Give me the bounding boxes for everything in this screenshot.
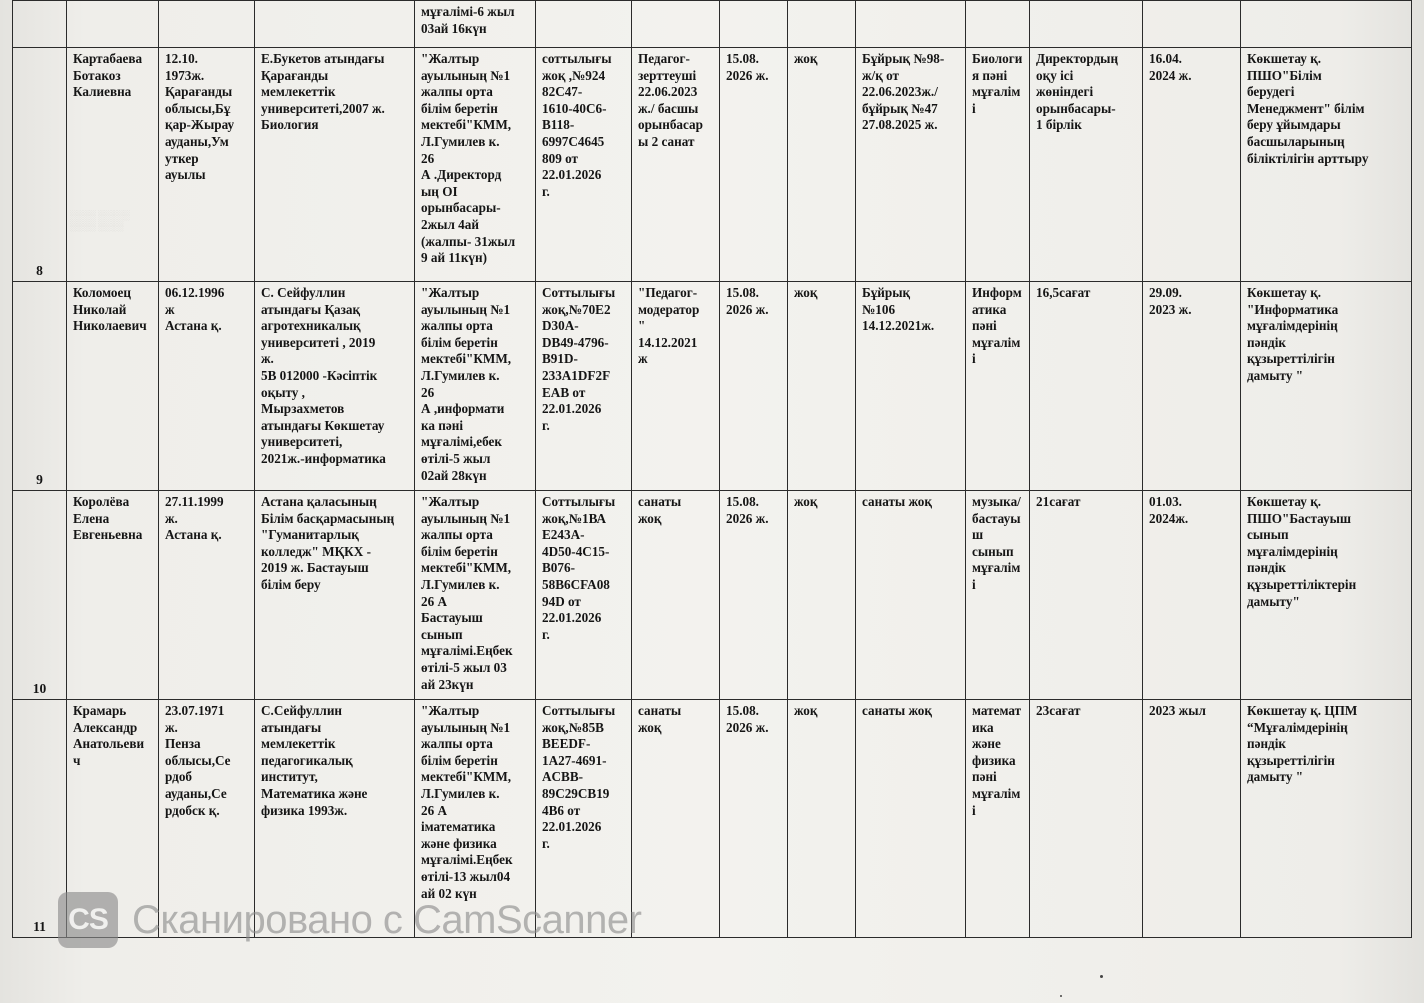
cell-course-date: 01.03. 2024ж.	[1143, 491, 1241, 700]
cell-workplace: мұғалімі-6 жыл 03ай 16күн	[415, 1, 536, 48]
cell-course: Көкшетау қ. ЦПМ “Мұғалімдерінің пәндік құзыреттілігін дамыту "	[1241, 700, 1412, 938]
table-row-continuation	[13, 1, 1412, 48]
cell-birth: 12.10. 1973ж. Қарағанды облысы,Бұ қар-Жырау ауданы,Ум уткер ауылы	[159, 48, 255, 282]
cell-name: Картабаева Ботакоз Калиевна	[67, 48, 159, 282]
table-row	[13, 491, 1412, 700]
cell-load: 23сағат	[1030, 700, 1143, 938]
cell-order: санаты жоқ	[856, 700, 966, 938]
camscanner-logo-icon: CS	[58, 892, 118, 948]
cell-course-date: 29.09. 2023 ж.	[1143, 282, 1241, 491]
cell-record	[536, 1, 632, 48]
cell-load: 16,5сағат	[1030, 282, 1143, 491]
cell-education: С.Сейфуллин атындағы мемлекеттік педагогикалық институт, Математика және физика 1993ж.	[255, 700, 415, 938]
cell-num: 8	[13, 48, 67, 282]
cell-num	[13, 1, 67, 48]
cell-load: 21сағат	[1030, 491, 1143, 700]
cell-course: Көкшетау қ. ПШО"Білім берудегі Менеджмент" білім беру ұйымдары басшыларының біліктілігін арттыру	[1241, 48, 1412, 282]
cell-subject: математ ика және физика пәні мұғалім і	[966, 700, 1030, 938]
cell-course: Көкшетау қ. "Информатика мұғалімдерінің пәндік құзыреттілігін дамыту "	[1241, 282, 1412, 491]
cell-education: С. Сейфуллин атындағы Қазақ агротехникалық университеті , 2019 ж. 5В 012000 -Кәсіптік оқыту , Мырзахметов атындағы Көкшетау университеті, 2021ж.-информатика	[255, 282, 415, 491]
table-row	[13, 48, 1412, 282]
cell-course-date: 16.04. 2024 ж.	[1143, 48, 1241, 282]
cell-course-date: 2023 жыл	[1143, 700, 1241, 938]
cell-order: Бұйрық №98- ж/қ от 22.06.2023ж./ бұйрық №47 27.08.2025 ж.	[856, 48, 966, 282]
cell-course-date	[1143, 1, 1241, 48]
cell-num: 9	[13, 282, 67, 491]
cell-record: Соттылығы жоқ,№85В BEEDF- 1A27-4691- ACBB- 89C29CB19 4B6 от 22.01.2026 г.	[536, 700, 632, 938]
scan-speck	[1060, 995, 1062, 997]
cell-num: 11	[13, 700, 67, 938]
cell-birth: 23.07.1971 ж. Пенза облысы,Се рдоб ауданы,Се рдобск қ.	[159, 700, 255, 938]
cell-load	[1030, 1, 1143, 48]
watermark-text: Сканировано с CamScanner	[132, 897, 642, 942]
cell-date: 15.08. 2026 ж.	[720, 700, 788, 938]
cell-col9: жоқ	[788, 700, 856, 938]
cell-workplace: "Жалтыр ауылының №1 жалпы орта білім беретін мектебі"КММ, Л.Гумилев к. 26 А .Директорд ың ОІ орынбасары- 2жыл 4ай (жалпы- 31жыл 9 ай 11күн)	[415, 48, 536, 282]
cell-subject	[966, 1, 1030, 48]
cell-col9: жоқ	[788, 282, 856, 491]
cell-name: Королёва Елена Евгеньевна	[67, 491, 159, 700]
cell-subject: Информ атика пәні мұғалім і	[966, 282, 1030, 491]
cell-workplace: "Жалтыр ауылының №1 жалпы орта білім беретін мектебі"КММ, Л.Гумилев к. 26 А Бастауыш сынып мұғалімі.Еңбек өтілі-5 жыл 03 ай 23күн	[415, 491, 536, 700]
cell-col9	[788, 1, 856, 48]
cell-birth	[159, 1, 255, 48]
cell-birth: 27.11.1999 ж. Астана қ.	[159, 491, 255, 700]
cell-col9: жоқ	[788, 491, 856, 700]
cell-category: Педагог- зерттеуші 22.06.2023 ж./ басшы орынбасар ы 2 санат	[632, 48, 720, 282]
cell-date: 15.08. 2026 ж.	[720, 282, 788, 491]
cell-load: Директордың оқу ісі жөніндегі орынбасары- 1 бірлік	[1030, 48, 1143, 282]
cell-workplace: "Жалтыр ауылының №1 жалпы орта білім беретін мектебі"КММ, Л.Гумилев к. 26 А iматематика және физика мұғалімі.Еңбек өтілі-13 жыл04 ай 02 күн	[415, 700, 536, 938]
cell-order: Бұйрық №106 14.12.2021ж.	[856, 282, 966, 491]
table-row	[13, 282, 1412, 491]
cell-category: "Педагог- модератор " 14.12.2021 ж	[632, 282, 720, 491]
cell-num: 10	[13, 491, 67, 700]
cell-date: 15.08. 2026 ж.	[720, 48, 788, 282]
cell-education: Астана қаласының Білім басқармасының "Гуманитарлық колледж" МҚКХ - 2019 ж. Бастауыш білім беру	[255, 491, 415, 700]
cell-order: санаты жоқ	[856, 491, 966, 700]
cell-date: 15.08. 2026 ж.	[720, 491, 788, 700]
cell-col9: жоқ	[788, 48, 856, 282]
cell-order	[856, 1, 966, 48]
cell-date	[720, 1, 788, 48]
bleed-through-text: ░░░░ ░░░░░ ░░░░ ░░░░	[70, 210, 130, 231]
cell-subject: Биологи я пәні мұғалім і	[966, 48, 1030, 282]
cell-education: Е.Букетов атындағы Қарағанды мемлекеттік университеті,2007 ж. Биология	[255, 48, 415, 282]
cell-birth: 06.12.1996 ж Астана қ.	[159, 282, 255, 491]
cell-course	[1241, 1, 1412, 48]
cell-name	[67, 1, 159, 48]
cell-record: Соттылығы жоқ,№1ВА E243A- 4D50-4C15- B076- 58B6CFA08 94D от 22.01.2026 г.	[536, 491, 632, 700]
cell-category: санаты жоқ	[632, 700, 720, 938]
cell-name: Крамарь Александр Анатольеви ч	[67, 700, 159, 938]
cell-workplace: "Жалтыр ауылының №1 жалпы орта білім беретін мектебі"КММ, Л.Гумилев к. 26 А ,информати ка пәні мұғалімі,ебек өтілі-5 жыл 02ай 28күн	[415, 282, 536, 491]
camscanner-watermark	[58, 890, 641, 950]
cell-name: Коломоец Николай Николаевич	[67, 282, 159, 491]
cell-course: Көкшетау қ. ПШО"Бастауыш сынып мұғалімдерінің пәндік құзыреттіліктерін дамыту"	[1241, 491, 1412, 700]
staff-table	[12, 0, 1412, 938]
cell-education	[255, 1, 415, 48]
cell-category	[632, 1, 720, 48]
cell-subject: музыка/ бастауы ш сынып мұғалім і	[966, 491, 1030, 700]
cell-category: санаты жоқ	[632, 491, 720, 700]
cell-record: соттылығы жоқ ,№924 82С47- 1610-40С6- B118- 6997C4645 809 от 22.01.2026 г.	[536, 48, 632, 282]
scan-speck	[1100, 975, 1103, 978]
cell-record: Соттылығы жоқ,№70Е2 D30A- DB49-4796- B91D- 233A1DF2F EAB от 22.01.2026 г.	[536, 282, 632, 491]
